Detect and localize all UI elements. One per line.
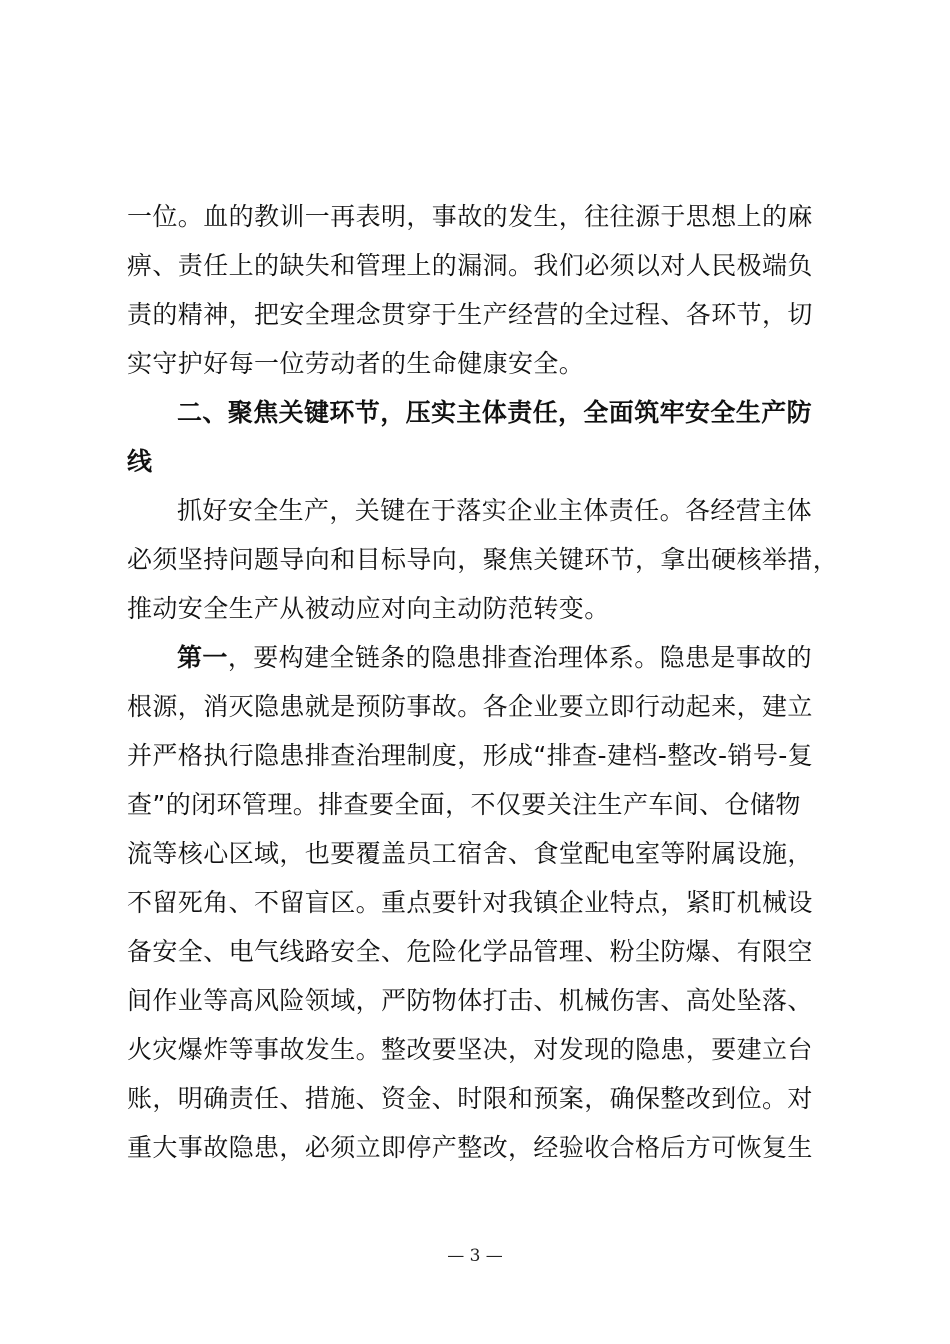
paragraph-first-line: 抓好安全生产，关键在于落实企业主体责任。各经营主体 bbox=[177, 496, 813, 525]
text-line: 重大事故隐患，必须立即停产整改，经验收合格后方可恢复生 bbox=[127, 1133, 813, 1162]
text-line: 痹、责任上的缺失和管理上的漏洞。我们必须以对人民极端负 bbox=[127, 251, 813, 280]
text-line: 间作业等高风险领域，严防物体打击、机械伤害、高处坠落、 bbox=[127, 986, 813, 1015]
text-line: 查”的闭环管理。排查要全面，不仅要关注生产车间、仓储物 bbox=[127, 790, 801, 819]
text-line: 备安全、电气线路安全、危险化学品管理、粉尘防爆、有限空 bbox=[127, 937, 813, 966]
text-line: 根源，消灭隐患就是预防事故。各企业要立即行动起来，建立 bbox=[127, 692, 813, 721]
text-line: 账，明确责任、措施、资金、时限和预案，确保整改到位。对 bbox=[127, 1084, 813, 1113]
text-line: 责的精神，把安全理念贯穿于生产经营的全过程、各环节，切 bbox=[127, 300, 813, 329]
page-number: — 3 — bbox=[447, 1246, 503, 1266]
section-heading: 二、聚焦关键环节，压实主体责任，全面筑牢安全生产防 bbox=[177, 398, 813, 427]
document-body bbox=[127, 192, 839, 1172]
text-line: 火灾爆炸等事故发生。整改要坚决，对发现的隐患，要建立台 bbox=[127, 1035, 813, 1064]
ordinal-lead: 第一 bbox=[177, 643, 228, 672]
section-heading-continued: 线 bbox=[127, 447, 153, 476]
text-line: 必须坚持问题导向和目标导向，聚焦关键环节，拿出硬核举措， bbox=[127, 545, 839, 574]
text-line-rest: ，要构建全链条的隐患排查治理体系。隐患是事故的 bbox=[227, 643, 813, 672]
text-line: 不留死角、不留盲区。重点要针对我镇企业特点，紧盯机械设 bbox=[127, 888, 813, 917]
text-line: 实守护好每一位劳动者的生命健康安全。 bbox=[127, 349, 585, 378]
text-line: 推动安全生产从被动应对向主动防范转变。 bbox=[127, 594, 610, 623]
text-line: 流等核心区域，也要覆盖员工宿舍、食堂配电室等附属设施， bbox=[127, 839, 813, 868]
paragraph-first-line bbox=[127, 633, 827, 682]
text-line: 并严格执行隐患排查治理制度，形成“排查-建档-整改-销号-复 bbox=[127, 741, 814, 770]
text-line: 一位。血的教训一再表明，事故的发生，往往源于思想上的麻 bbox=[127, 202, 813, 231]
